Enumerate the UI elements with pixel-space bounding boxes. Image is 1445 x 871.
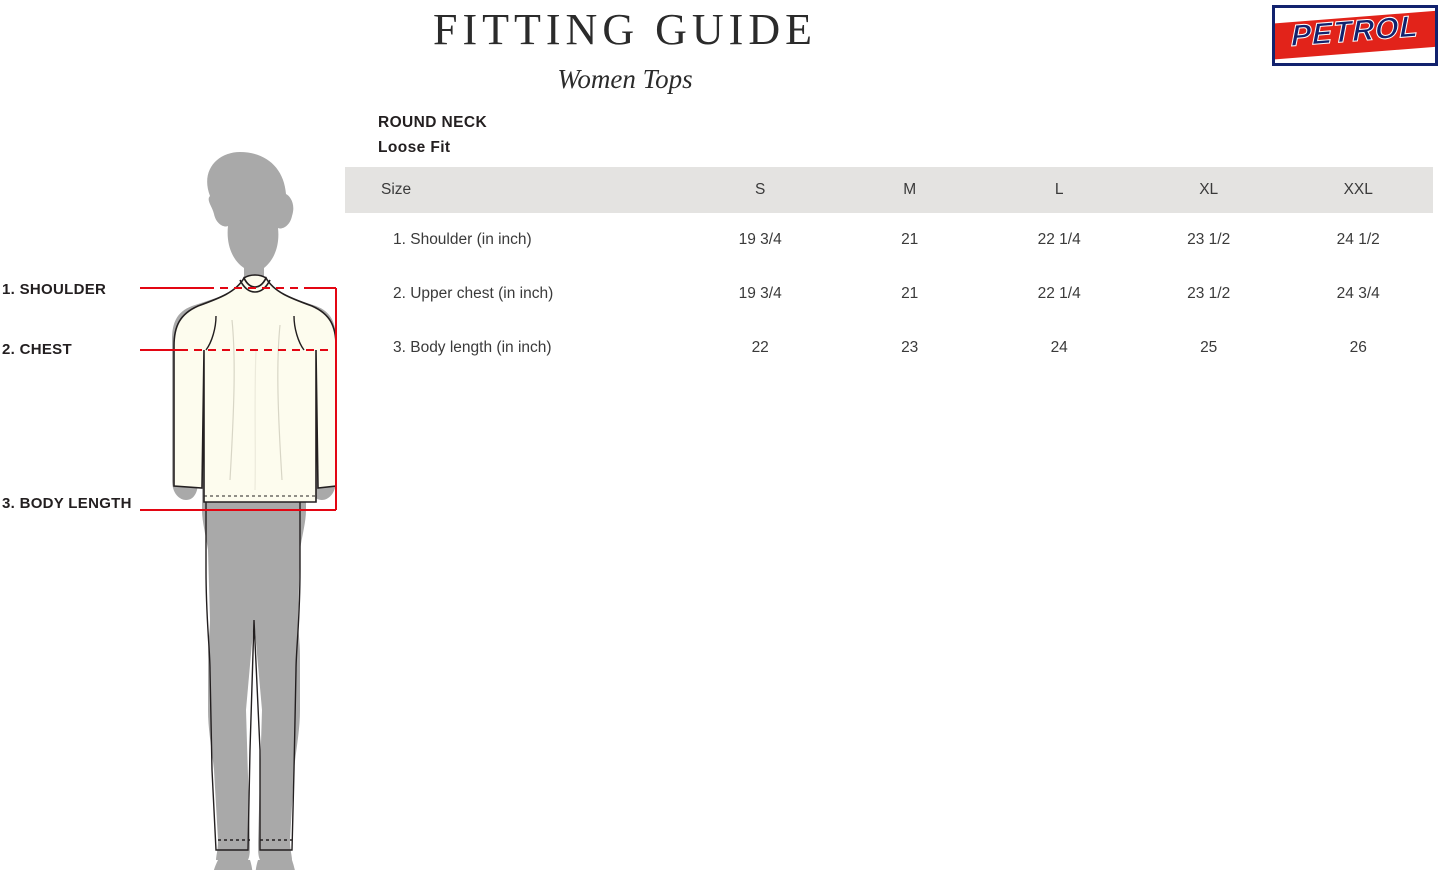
logo-text: PETROL bbox=[1291, 9, 1419, 54]
cell-chest-s: 19 3/4 bbox=[738, 285, 782, 302]
row-label-upper-chest: 2. Upper chest (in inch) bbox=[393, 285, 554, 302]
neck-style-label: ROUND NECK bbox=[378, 114, 488, 131]
cell-length-s: 22 bbox=[751, 339, 769, 356]
table-header-row bbox=[345, 167, 1433, 213]
table-row bbox=[345, 321, 1433, 375]
cell-length-m: 23 bbox=[901, 339, 919, 356]
cell-shoulder-m: 21 bbox=[901, 231, 919, 248]
petrol-logo bbox=[1272, 5, 1438, 66]
cell-chest-m: 21 bbox=[901, 285, 919, 302]
column-header-m: M bbox=[835, 167, 985, 213]
model-figure bbox=[140, 150, 360, 870]
cell-shoulder-xl: 23 1/2 bbox=[1187, 231, 1231, 248]
fit-label: Loose Fit bbox=[378, 139, 451, 156]
cell-chest-l: 22 1/4 bbox=[1037, 285, 1081, 302]
fit-heading bbox=[378, 110, 487, 160]
model-figure-svg bbox=[140, 150, 360, 870]
column-header-l: L bbox=[984, 167, 1134, 213]
row-label-shoulder: 1. Shoulder (in inch) bbox=[393, 231, 532, 248]
cell-chest-xl: 23 1/2 bbox=[1187, 285, 1231, 302]
cell-chest-xxl: 24 3/4 bbox=[1336, 285, 1380, 302]
column-header-size: Size bbox=[345, 167, 685, 213]
callout-label-body-length: 3. BODY LENGTH bbox=[2, 495, 132, 512]
page-title: FITTING GUIDE bbox=[433, 5, 817, 54]
cell-shoulder-l: 22 1/4 bbox=[1037, 231, 1081, 248]
column-header-xl: XL bbox=[1134, 167, 1284, 213]
column-header-xxl: XXL bbox=[1283, 167, 1433, 213]
cell-shoulder-xxl: 24 1/2 bbox=[1336, 231, 1380, 248]
cell-length-xl: 25 bbox=[1200, 339, 1218, 356]
table-row bbox=[345, 213, 1433, 267]
tshirt-illustration bbox=[174, 275, 336, 502]
callout-label-shoulder: 1. SHOULDER bbox=[2, 281, 107, 298]
cell-length-l: 24 bbox=[1050, 339, 1068, 356]
row-label-body-length: 3. Body length (in inch) bbox=[393, 339, 552, 356]
size-table bbox=[345, 167, 1433, 375]
cell-length-xxl: 26 bbox=[1349, 339, 1367, 356]
table-row bbox=[345, 267, 1433, 321]
cell-shoulder-s: 19 3/4 bbox=[738, 231, 782, 248]
callout-label-chest: 2. CHEST bbox=[2, 341, 72, 358]
column-header-s: S bbox=[685, 167, 835, 213]
page-subtitle: Women Tops bbox=[557, 64, 693, 94]
